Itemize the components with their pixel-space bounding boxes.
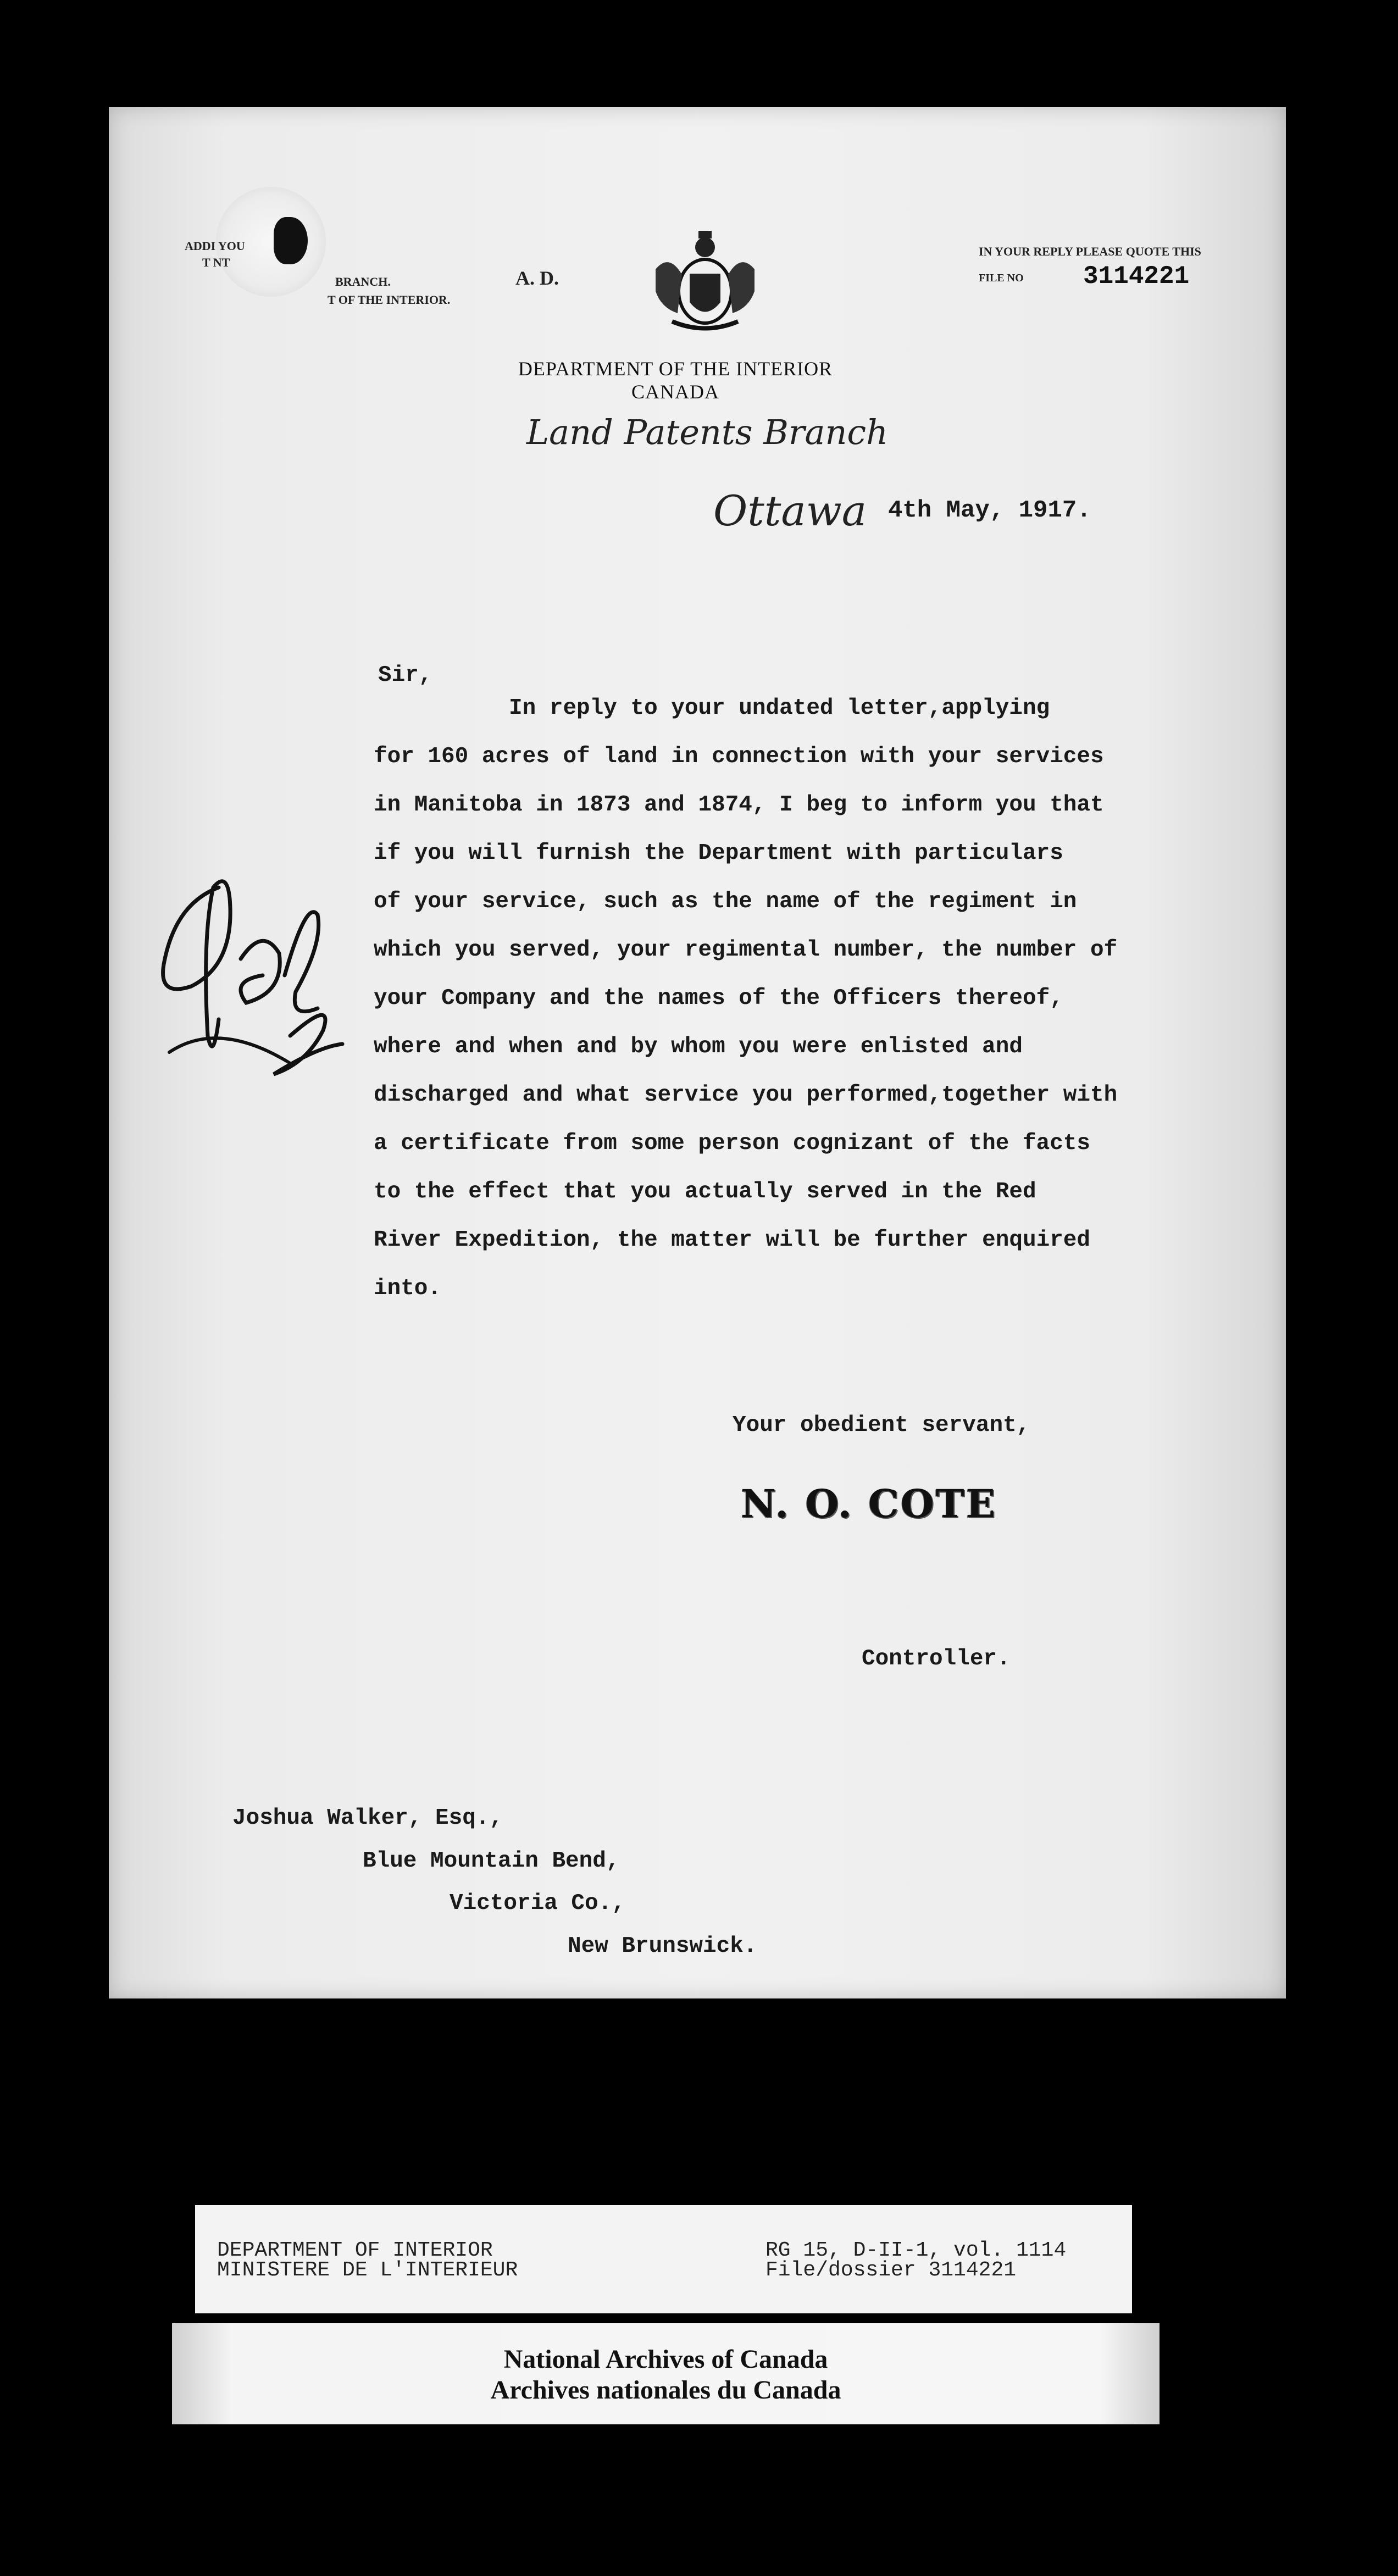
body-line: where and when and by whom you were enlisted and xyxy=(374,1034,1023,1059)
country-name: CANADA xyxy=(631,381,719,403)
body-line: if you will furnish the Department with particulars xyxy=(374,841,1063,866)
salutation: Sir, xyxy=(378,663,432,688)
archives-name-en: National Archives of Canada xyxy=(503,2345,828,2374)
department-block xyxy=(109,357,1286,403)
archive-reference-card xyxy=(195,2205,1132,2313)
body-line: into. xyxy=(374,1276,442,1301)
letter-page xyxy=(109,107,1286,1998)
body-line: In reply to your undated letter,applying xyxy=(374,696,1050,721)
archive-ref-2: File/dossier 3114221 xyxy=(765,2258,1017,2282)
city-script: Ottawa xyxy=(713,486,867,535)
addressee-name: Joshua Walker, Esq., xyxy=(232,1806,503,1831)
punch-hole-shadow xyxy=(274,217,308,264)
file-number: 3114221 xyxy=(1083,262,1190,291)
dept-en: DEPARTMENT OF INTERIOR xyxy=(217,2239,493,2262)
department-name: DEPARTMENT OF THE INTERIOR xyxy=(518,358,833,380)
branch-script: Land Patents Branch xyxy=(526,412,889,452)
body-line: discharged and what service you performed,together with xyxy=(374,1082,1118,1108)
body-line: in Manitoba in 1873 and 1874, I beg to inform you that xyxy=(374,792,1104,818)
coat-of-arms-icon xyxy=(639,225,771,335)
initials: A. D. xyxy=(515,267,559,289)
handwritten-mark xyxy=(153,854,351,1102)
branch-fragment: BRANCH. xyxy=(335,275,391,288)
body-line: to the effect that you actually served in the Red xyxy=(374,1179,1036,1204)
file-no-label: FILE NO xyxy=(979,272,1024,284)
letter-body xyxy=(374,684,1117,1313)
body-line: for 160 acres of land in connection with your services xyxy=(374,744,1104,769)
archives-banner xyxy=(172,2323,1160,2424)
addressee-line: New Brunswick. xyxy=(568,1934,757,1959)
address-fragment-1: ADDI YOU xyxy=(185,239,245,253)
signatory-title: Controller. xyxy=(862,1646,1011,1672)
letter-date: 4th May, 1917. xyxy=(888,497,1091,524)
body-line: a certificate from some person cognizant of the facts xyxy=(374,1131,1091,1156)
interior-fragment: T OF THE INTERIOR. xyxy=(328,293,451,307)
addressee-line: Blue Mountain Bend, xyxy=(363,1848,620,1874)
address-fragment-2: T NT xyxy=(202,256,230,269)
addressee-line: Victoria Co., xyxy=(450,1891,625,1916)
signature-stamp: N. O. COTE xyxy=(741,1481,997,1526)
quote-label: IN YOUR REPLY PLEASE QUOTE THIS xyxy=(979,245,1201,258)
archive-ref-1: RG 15, D-II-1, vol. 1114 xyxy=(765,2239,1067,2262)
closing: Your obedient servant, xyxy=(733,1413,1030,1438)
body-line: which you served, your regimental number, the number of xyxy=(374,937,1118,963)
archives-name-fr: Archives nationales du Canada xyxy=(490,2375,841,2405)
dept-fr: MINISTERE DE L'INTERIEUR xyxy=(217,2258,518,2282)
body-line: of your service, such as the name of the regiment in xyxy=(374,889,1077,914)
body-line: your Company and the names of the Officers thereof, xyxy=(374,986,1063,1011)
body-line: River Expedition, the matter will be further enquired xyxy=(374,1228,1091,1253)
